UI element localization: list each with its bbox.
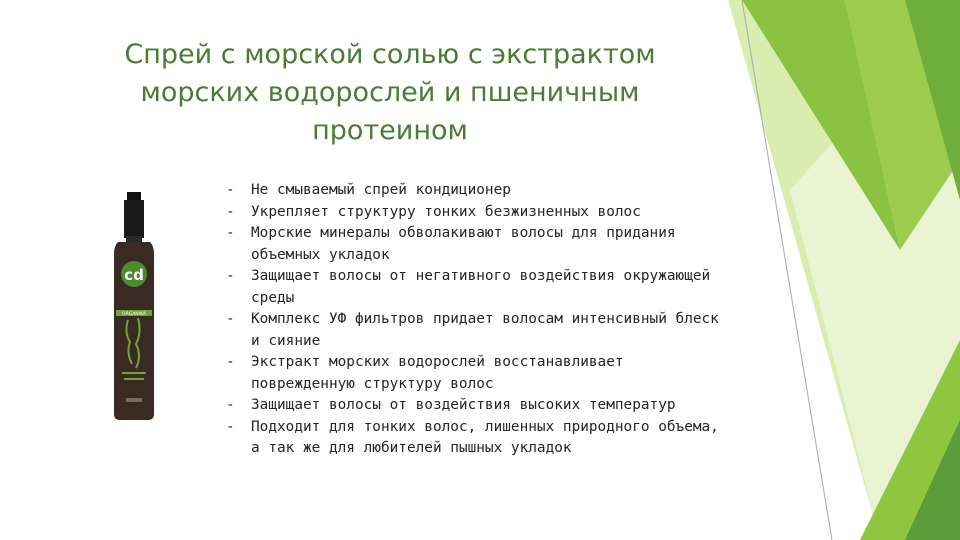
- list-item: [226, 417, 726, 460]
- slide-title: [95, 36, 685, 150]
- list-item-text: Не смываемый спрей кондиционер: [251, 182, 511, 198]
- brand-logo-text: cd: [124, 266, 144, 284]
- label-lines: [122, 372, 146, 374]
- list-item: [226, 180, 726, 202]
- list-item-text: Морские минералы обволакивают волосы для придания объемных укладок: [251, 225, 676, 263]
- title-line-2: морских водорослей и пшеничным: [140, 77, 640, 108]
- bottle-neck: [126, 236, 142, 242]
- bullet-dash: -: [226, 182, 235, 198]
- bullet-dash: -: [226, 354, 235, 370]
- title-line-1: Спрей с морской солью с экстрактом: [124, 39, 656, 70]
- label-lines-3: [126, 398, 142, 402]
- label-text: ORGANIKA: [122, 312, 146, 317]
- list-item: [226, 223, 726, 266]
- spray-cap: [124, 200, 144, 238]
- bullet-dash: -: [226, 225, 235, 241]
- list-item-text: Подходит для тонких волос, лишенных природного объема, а так же для любителей пышных укладок: [251, 418, 719, 456]
- bullet-dash: -: [226, 268, 235, 284]
- list-item-text: Защищает волосы от негативного воздействия окружающей среды: [251, 268, 711, 306]
- list-item: [226, 202, 726, 224]
- title-line-3: протеином: [312, 115, 468, 146]
- list-item-text: Укрепляет структуру тонких безжизненных волос: [251, 203, 641, 220]
- product-bottle-image: [100, 192, 168, 420]
- list-item-text: Экстракт морских водорослей восстанавливает поврежденную структуру волос: [251, 354, 624, 392]
- list-item: [226, 352, 726, 395]
- list-item-text: Защищает волосы от воздействия высоких температур: [251, 397, 676, 413]
- list-item: [226, 395, 726, 417]
- list-item: [226, 266, 726, 309]
- list-item-text: Комплекс УФ фильтров придает волосам интенсивный блеск и сияние: [251, 311, 719, 349]
- bullet-dash: -: [226, 203, 235, 220]
- feature-list: [226, 180, 726, 460]
- bullet-dash: -: [226, 397, 235, 413]
- bullet-dash: -: [226, 418, 235, 435]
- list-item: [226, 309, 726, 352]
- label-lines-2: [124, 378, 144, 380]
- bullet-dash: -: [226, 311, 235, 327]
